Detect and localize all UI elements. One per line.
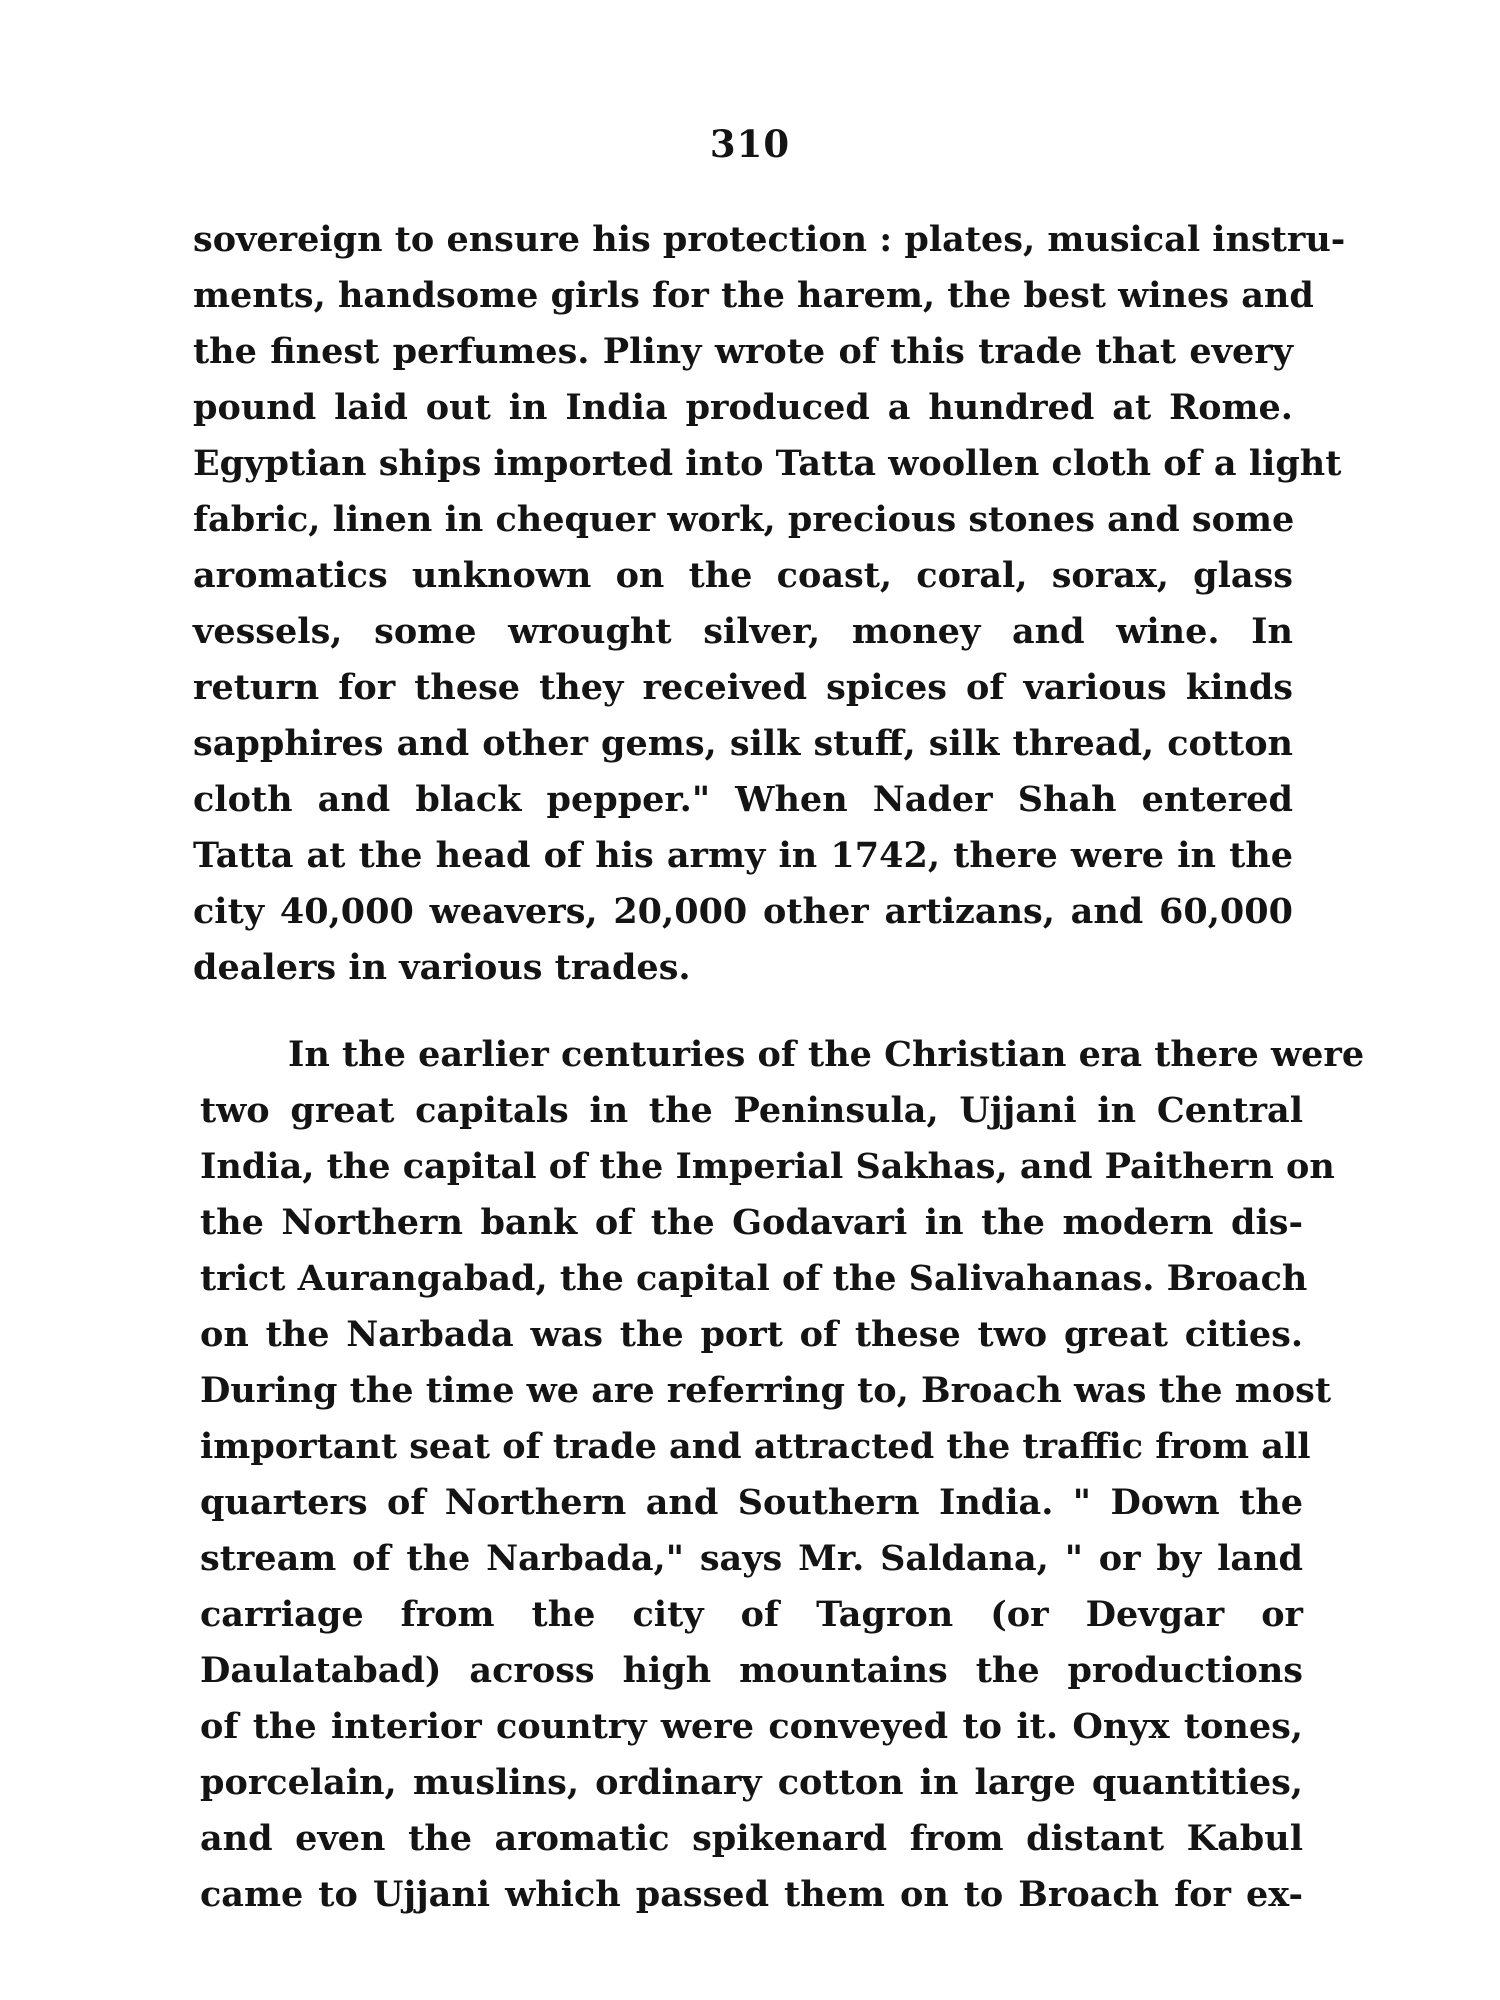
paragraph-broach-trade: [200, 1027, 1365, 1923]
text-line: city 40,000 weavers, 20,000 other artizans, and 60,000: [193, 891, 1293, 932]
text-line: quarters of Northern and Southern India. " Down the: [200, 1482, 1303, 1523]
text-line: the finest perfumes. Pliny wrote of this trade that every: [193, 331, 1293, 372]
text-line: sovereign to ensure his protection : plates, musical instru-: [193, 219, 1346, 260]
text-line: and even the aromatic spikenard from distant Kabul: [200, 1818, 1303, 1859]
text-line: carriage from the city of Tagron (or Devgar or: [200, 1594, 1303, 1635]
text-line: vessels, some wrought silver, money and wine. In: [193, 611, 1293, 652]
text-line: Tatta at the head of his army in 1742, there were in the: [193, 835, 1293, 876]
text-line: aromatics unknown on the coast, coral, sorax, glass: [193, 555, 1293, 596]
paragraph-tatta-trade: [193, 212, 1346, 996]
text-line: important seat of trade and attracted the traffic from all: [200, 1426, 1311, 1467]
text-line: Egyptian ships imported into Tatta woollen cloth of a light: [193, 443, 1342, 484]
text-line: two great capitals in the Peninsula, Ujjani in Central: [200, 1090, 1303, 1131]
text-line: In the earlier centuries of the Christian era there were: [288, 1034, 1365, 1075]
text-line: of the interior country were conveyed to it. Onyx tones,: [200, 1706, 1303, 1747]
text-line: cloth and black pepper." When Nader Shah entered: [193, 779, 1293, 820]
text-line: ments, handsome girls for the harem, the best wines and: [193, 275, 1314, 316]
text-line: During the time we are referring to, Broach was the most: [200, 1370, 1332, 1411]
text-line: India, the capital of the Imperial Sakhas, and Paithern on: [200, 1146, 1335, 1187]
text-line: trict Aurangabad, the capital of the Salivahanas. Broach: [200, 1258, 1308, 1299]
text-line: pound laid out in India produced a hundred at Rome.: [193, 387, 1293, 428]
text-line: Daulatabad) across high mountains the productions: [200, 1650, 1303, 1691]
text-line: the Northern bank of the Godavari in the modern dis-: [200, 1202, 1303, 1243]
text-line: porcelain, muslins, ordinary cotton in large quantities,: [200, 1762, 1303, 1803]
text-line: on the Narbada was the port of these two great cities.: [200, 1314, 1303, 1355]
text-line: return for these they received spices of various kinds: [193, 667, 1293, 708]
text-line: dealers in various trades.: [193, 947, 691, 988]
page-number: 310: [709, 122, 791, 166]
text-line: fabric, linen in chequer work, precious stones and some: [193, 499, 1295, 540]
text-line: stream of the Narbada," says Mr. Saldana, " or by land: [200, 1538, 1303, 1579]
text-line: sapphires and other gems, silk stuff, silk thread, cotton: [193, 723, 1293, 764]
text-line: came to Ujjani which passed them on to Broach for ex-: [200, 1874, 1303, 1915]
